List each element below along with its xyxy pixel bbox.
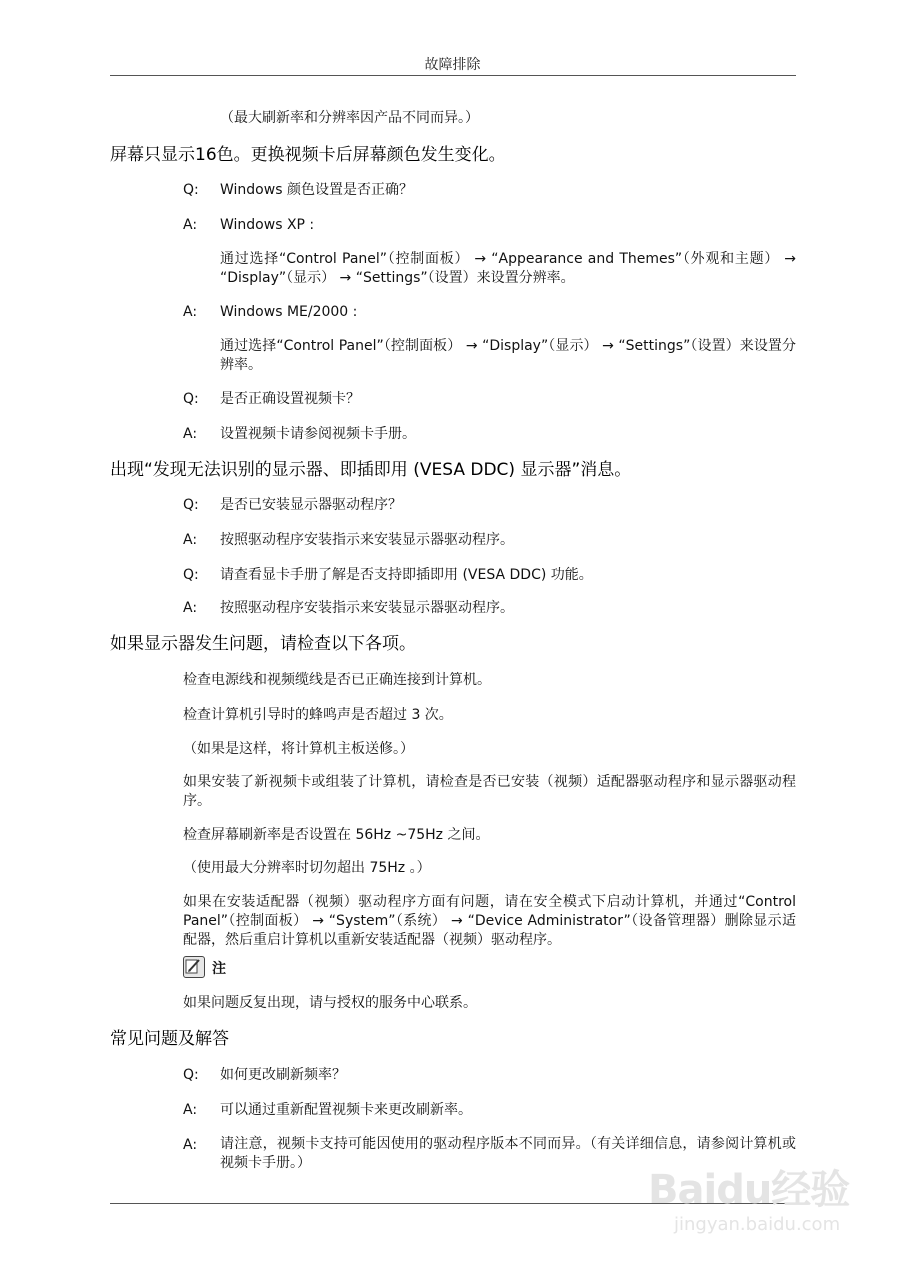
a-label: A: (183, 600, 198, 616)
q-label: Q: (183, 497, 199, 513)
check-item: 检查计算机引导时的蜂鸣声是否超过 3 次。 (183, 707, 453, 723)
q-label: Q: (183, 567, 199, 583)
a-label: A: (183, 304, 198, 320)
answer-detail: 通过选择“Control Panel”（控制面板） → “Display”（显示） → “Settings”（设置）来设置分辨率。 (220, 338, 796, 373)
note-text: 如果问题反复出现，请与授权的服务中心联系。 (183, 995, 477, 1011)
watermark-logo: Baidu经验 (648, 1167, 850, 1213)
note-pencil-icon (183, 956, 205, 978)
check-item: 检查屏幕刷新率是否设置在 56Hz ~75Hz 之间。 (183, 827, 490, 843)
answer-text: Windows XP : (220, 217, 315, 233)
question-text: 如何更改刷新频率？ (220, 1067, 346, 1083)
section-heading-faq: 常见问题及解答 (110, 1029, 229, 1049)
a-label: A: (183, 217, 198, 233)
check-item: 检查电源线和视频缆线是否已正确连接到计算机。 (183, 672, 491, 688)
section-heading-colors: 屏幕只显示16色。更换视频卡后屏幕颜色发生变化。 (110, 145, 506, 165)
note-label: 注 (212, 961, 226, 977)
check-item: （如果是这样，将计算机主板送修。） (183, 741, 414, 757)
question-text: 是否已安装显示器驱动程序？ (220, 497, 402, 513)
question-text: 请查看显卡手册了解是否支持即插即用 (VESA DDC) 功能。 (220, 567, 593, 583)
check-item: 如果安装了新视频卡或组装了计算机，请检查是否已安装（视频）适配器驱动程序和显示器驱动程序。 (183, 774, 796, 809)
check-item: （使用最大分辨率时切勿超出 75Hz 。） (183, 860, 431, 876)
intro-note: （最大刷新率和分辨率因产品不同而异。） (220, 110, 479, 126)
answer-text: 设置视频卡请参阅视频卡手册。 (220, 426, 416, 442)
a-label: A: (183, 532, 198, 548)
baidu-watermark (640, 1148, 850, 1258)
section-heading-vesa: 出现“发现无法识别的显示器、即插即用 (VESA DDC) 显示器”消息。 (110, 460, 632, 480)
answer-text: Windows ME/2000 : (220, 304, 358, 320)
header-divider (110, 75, 796, 76)
check-item: 如果在安装适配器（视频）驱动程序方面有问题，请在安全模式下启动计算机，并通过“Control Panel”（控制面板） → “System”（系统） → “Device Administrator”（设备管理器）删除显示适配器，然后重启计算机以重新安装适配器（视频）驱动程序。 (183, 894, 796, 948)
page-title: 故障排除 (424, 57, 481, 73)
question-text: 是否正确设置视频卡？ (220, 391, 360, 407)
a-label: A: (183, 1137, 198, 1153)
watermark-url: jingyan.baidu.com (674, 1214, 841, 1235)
answer-text: 按照驱动程序安装指示来安装显示器驱动程序。 (220, 600, 514, 616)
section-heading-checklist: 如果显示器发生问题，请检查以下各项。 (110, 634, 416, 654)
answer-text: 可以通过重新配置视频卡来更改刷新率。 (220, 1102, 472, 1118)
q-label: Q: (183, 1067, 199, 1083)
q-label: Q: (183, 391, 199, 407)
answer-text: 按照驱动程序安装指示来安装显示器驱动程序。 (220, 532, 514, 548)
q-label: Q: (183, 182, 199, 198)
answer-detail: 通过选择“Control Panel”（控制面板） → “Appearance and Themes”（外观和主题） → “Display”（显示） → “Settings”（设置）来设置分辨率。 (220, 251, 796, 286)
a-label: A: (183, 1102, 198, 1118)
a-label: A: (183, 426, 198, 442)
answer-text: 请注意，视频卡支持可能因使用的驱动程序版本不同而异。（有关详细信息，请参阅计算机或视频卡手册。） (220, 1136, 796, 1171)
question-text: Windows 颜色设置是否正确？ (220, 182, 413, 198)
